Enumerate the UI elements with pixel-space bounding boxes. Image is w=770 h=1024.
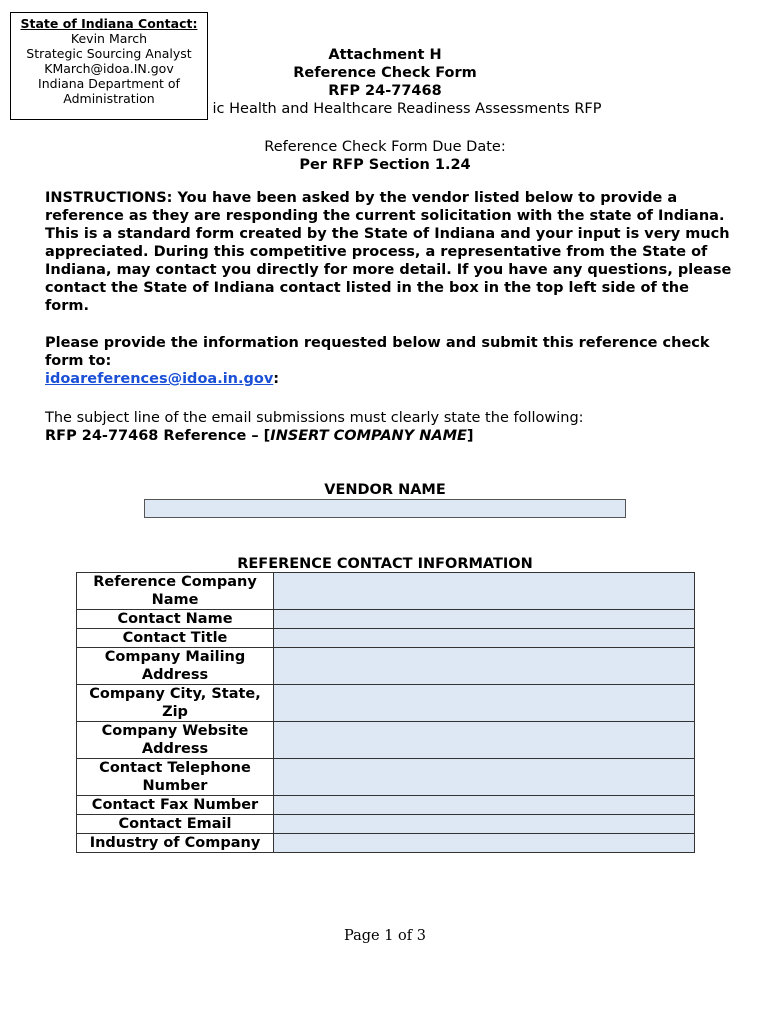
rfp-number: RFP 24-77468	[328, 83, 442, 99]
table-row	[77, 648, 695, 685]
vendor-name-field[interactable]	[144, 499, 626, 518]
subject-placeholder: INSERT COMPANY NAME	[270, 428, 467, 444]
reference-contact-title: REFERENCE CONTACT INFORMATION	[237, 556, 533, 572]
contact-name-field[interactable]	[274, 610, 695, 629]
contact-email-field[interactable]	[274, 815, 695, 834]
table-row	[77, 685, 695, 722]
company-city-state-zip-field[interactable]	[274, 685, 695, 722]
row-label: Contact Name	[77, 610, 274, 629]
table-row	[77, 629, 695, 648]
vendor-name-label: VENDOR NAME	[324, 482, 446, 498]
row-label: Company City, State, Zip	[77, 685, 274, 722]
email-suffix: :	[273, 371, 280, 387]
contact-title-field[interactable]	[274, 629, 695, 648]
instructions-paragraph: INSTRUCTIONS: You have been asked by the vendor listed below to provide a reference as they are responding the current solicitation with the state of Indiana. This is a standard form created by the State of Indiana and your input is very much appreciated. During this competitive process, a representative from the State of Indiana, may contact you directly for more detail. If you have any questions, please contact the State of Indiana contact listed in the box in the top left side of the form.	[45, 190, 732, 314]
reference-company-name-field[interactable]	[274, 573, 695, 610]
attachment-label: Attachment H	[328, 47, 442, 63]
contact-line: Kevin March	[70, 31, 148, 46]
subject-suffix: ]	[466, 428, 474, 444]
contact-telephone-number-field[interactable]	[274, 759, 695, 796]
row-label: Company Mailing Address	[77, 648, 274, 685]
table-row	[77, 610, 695, 629]
table-row	[77, 815, 695, 834]
row-label: Company Website Address	[77, 722, 274, 759]
state-contact-box	[10, 12, 208, 120]
contact-box-title: State of Indiana Contact:	[20, 16, 198, 31]
table-row	[77, 722, 695, 759]
due-date-block	[0, 138, 770, 174]
form-title: Reference Check Form	[293, 65, 477, 81]
contact-line: Administration	[63, 91, 155, 106]
contact-email: KMarch@idoa.IN.gov	[44, 61, 174, 76]
due-date-value: Per RFP Section 1.24	[299, 157, 471, 173]
row-label: Contact Title	[77, 629, 274, 648]
contact-fax-number-field[interactable]	[274, 796, 695, 815]
industry-of-company-field[interactable]	[274, 834, 695, 853]
subject-paragraph	[45, 409, 735, 445]
row-label: Contact Telephone Number	[77, 759, 274, 796]
page-number: Page 1 of 3	[344, 928, 426, 944]
table-row	[77, 796, 695, 815]
table-row	[77, 834, 695, 853]
due-date-label: Reference Check Form Due Date:	[264, 139, 506, 155]
subject-text: The subject line of the email submissions must clearly state the following:	[45, 410, 584, 426]
table-row	[77, 759, 695, 796]
subject-prefix: RFP 24-77468 Reference – [	[45, 428, 271, 444]
contact-line: Strategic Sourcing Analyst	[26, 46, 192, 61]
submit-paragraph	[45, 334, 735, 388]
row-label: Reference Company Name	[77, 573, 274, 610]
table-row	[77, 573, 695, 610]
row-label: Contact Fax Number	[77, 796, 274, 815]
submit-text: Please provide the information requested below and submit this reference check form to:	[45, 335, 710, 369]
rfp-name: ic Health and Healthcare Readiness Assessments RFP	[212, 101, 602, 117]
company-website-address-field[interactable]	[274, 722, 695, 759]
row-label: Industry of Company	[77, 834, 274, 853]
submission-email-link[interactable]: idoareferences@idoa.in.gov	[45, 371, 274, 387]
company-mailing-address-field[interactable]	[274, 648, 695, 685]
reference-contact-table	[76, 572, 695, 853]
contact-line: Indiana Department of	[38, 76, 180, 91]
row-label: Contact Email	[77, 815, 274, 834]
